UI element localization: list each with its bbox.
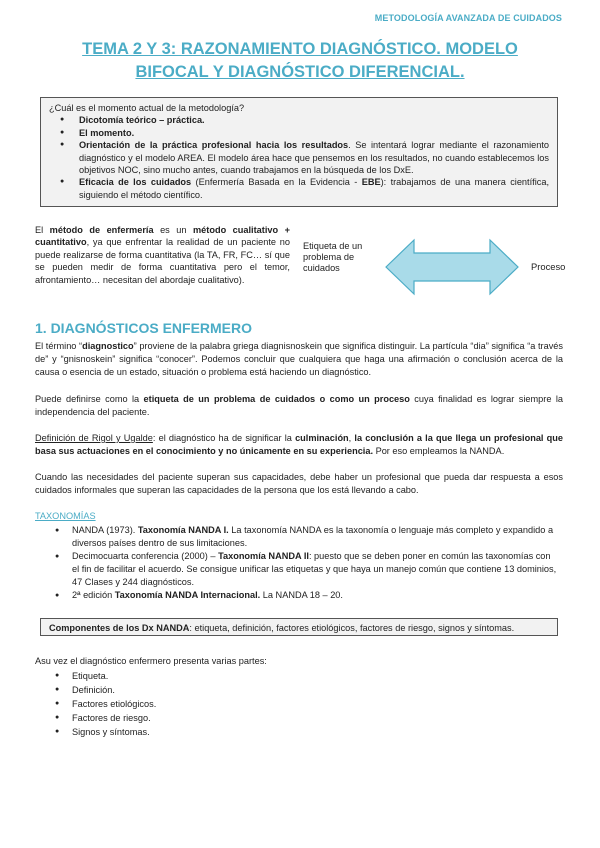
item-text: . Se intentará lograr mediante el razonamiento diagnóstico y el modelo AREA. El modelo área hace que pensemos en los resultados, no cuando establecemos los objetivos NOC, sino mucho antes, cuando trabajamos en la búsqueda de los DxE.	[79, 140, 549, 176]
taxonomias-heading: TAXONOMÍAS	[35, 511, 96, 521]
paragraph-rigol-ugalde	[35, 432, 563, 458]
methodology-list	[49, 114, 549, 201]
bold-text: Taxonomía NANDA I.	[137, 525, 229, 535]
item-text: (Enfermería Basada en la Evidencia -	[191, 177, 362, 188]
item-bold-text: EBE	[361, 177, 381, 188]
methodology-question: ¿Cuál es el momento actual de la metodología?	[49, 103, 245, 113]
taxonomias-list	[72, 524, 560, 602]
intro-paragraph	[35, 224, 290, 286]
bold-text: Taxonomía NANDA Internacional.	[114, 590, 261, 600]
paragraph-needs: Cuando las necesidades del paciente superan sus capacidades, debe haber un profesional que pueda dar respuesta a esos cuidados informales que superan las capacidades de la persona que los está llevando a cabo.	[35, 472, 563, 495]
list-item: ● Etiqueta.	[72, 669, 156, 683]
text: , ya que enfrentar la realidad de un paciente no puede realizarse de forma cuantitativa (la TA, FR, FC… sí que se pueden medir de forma cuantitativa pero el temor, afrontamiento… necesitan del abordaje cualitativo).	[35, 237, 290, 285]
bold-text: culminación	[295, 433, 349, 443]
page-title	[40, 38, 560, 84]
underlined-text: Definición de Rigol y Ugalde	[35, 433, 153, 443]
diagram-right-label: Proceso	[531, 261, 566, 272]
diagram-left-label: Etiqueta de un problema de cuidados	[303, 241, 363, 274]
text: NANDA (1973).	[72, 525, 138, 535]
list-item	[79, 139, 549, 176]
list-item: ● Definición.	[72, 683, 156, 697]
bold-text: diagnostico	[82, 341, 134, 351]
list-item	[72, 550, 560, 589]
methodology-box	[40, 97, 558, 207]
paragraph-definition	[35, 393, 563, 419]
bold-text: Componentes de los Dx NANDA	[49, 623, 190, 633]
text: ” proviene de la palabra griega diagnisnoskein que significa distinguir. La partícula “dia” significa “a través de” y “gnisnoskein” significa “conocer”. Podemos concluir que cualquiera que haga una afirmación o conclusión acerca de la causa o esencia de un estado, situación o problema está haciendo un diagnóstico.	[35, 341, 563, 377]
text: El término “	[35, 341, 83, 351]
text: : etiqueta, definición, factores etiológicos, factores de riesgo, signos y síntomas.	[189, 623, 515, 633]
text: Puede definirse como la	[35, 394, 144, 404]
text: La NANDA 18 – 20.	[260, 590, 343, 600]
bold-text: etiqueta de un problema de cuidados o como un proceso	[143, 394, 410, 404]
bold-text: Taxonomía NANDA II	[218, 551, 309, 561]
text: : puesto que se deben poner en común las taxonomías con el fin de facilitar el acuerdo. Se consigue unificar las etiquetas y que haya un manejo común que contiene 13 dominios, 47 Clases y 244 diagnósticos.	[72, 551, 557, 587]
list-item	[72, 589, 560, 602]
bold-text: la conclusión a la que llega un profesional que basa sus actuaciones en el conocimiento y no únicamente en su experiencia.	[35, 433, 563, 456]
bold-text: método de enfermería	[49, 225, 154, 235]
text: es un	[153, 225, 193, 235]
list-item: ● Signos y síntomas.	[72, 725, 156, 739]
text: El	[35, 225, 50, 235]
text: La taxonomía NANDA es la taxonomía o lenguaje más completo y expandido a diversos países dentro de sus limitaciones.	[72, 525, 554, 548]
text: Por eso empleamos la NANDA.	[373, 446, 505, 456]
list-item: ● Factores de riesgo.	[72, 711, 156, 725]
text: ,	[348, 433, 355, 443]
list-item	[79, 127, 549, 139]
parts-list	[72, 669, 156, 739]
text: : el diagnóstico ha de significar la	[152, 433, 296, 443]
text: Decimocuarta conferencia (2000) –	[72, 551, 219, 561]
page-title-line-2: BIFOCAL Y DIAGNÓSTICO DIFERENCIAL.	[135, 63, 465, 81]
components-box	[40, 618, 558, 636]
double-arrow-icon	[384, 238, 520, 296]
page-title-line-1: TEMA 2 Y 3: RAZONAMIENTO DIAGNÓSTICO. MODELO	[82, 40, 518, 58]
text: cuya finalidad es lograr siempre la independencia del paciente.	[35, 394, 563, 417]
list-item	[79, 114, 549, 126]
item-bold-text: Dicotomía teórico – práctica.	[79, 115, 205, 126]
parts-intro: Asu vez el diagnóstico enfermero presenta varias partes:	[35, 656, 267, 666]
item-text: ): trabajamos de una manera científica, siguiendo el método científico.	[79, 177, 549, 200]
paragraph-term	[35, 340, 563, 379]
bold-text: método cualitativo + cuantitativo	[35, 225, 290, 248]
item-bold-text: Orientación de la práctica profesional hacia los resultados	[79, 140, 349, 151]
list-item: ● Factores etiológicos.	[72, 697, 156, 711]
running-header: METODOLOGÍA AVANZADA DE CUIDADOS	[374, 13, 562, 23]
text: 2ª edición	[72, 590, 115, 600]
section-heading: 1. DIAGNÓSTICOS ENFERMERO	[35, 320, 253, 336]
list-item	[72, 524, 560, 550]
item-bold-text: Eficacia de los cuidados	[79, 177, 192, 188]
list-item	[79, 176, 549, 201]
item-bold-text: El momento.	[79, 127, 135, 138]
